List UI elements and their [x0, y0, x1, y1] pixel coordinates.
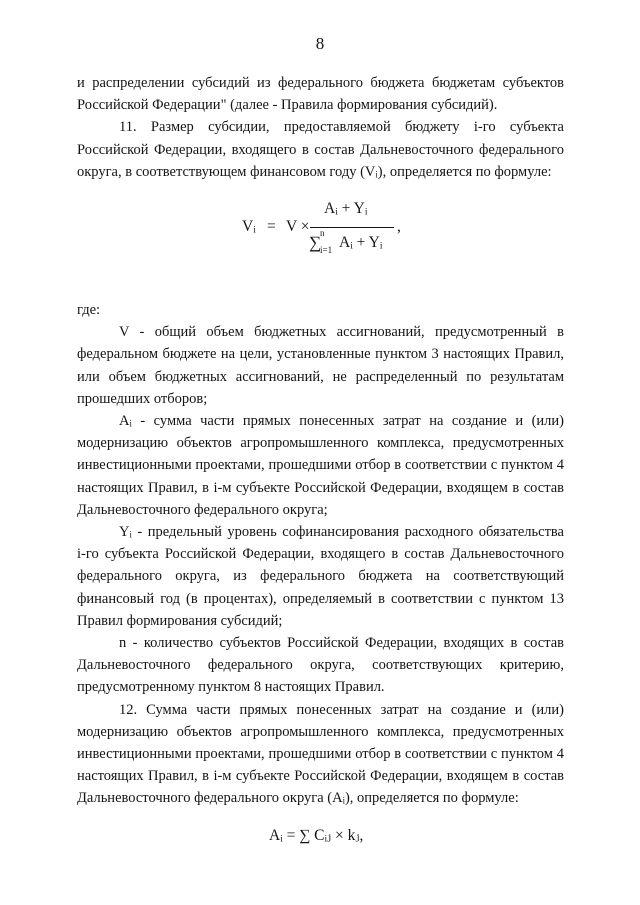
paragraph-def-a: Aᵢ - сумма части прямых понесенных затрат на создание и (или) модернизацию объектов агропромышленного комплекса, предусмотренных инвестиционными проектами, прошедшими отбор в соответствии с пунктом 4 настоящих Правил, в i-м субъекте Российской Федерации, входящем в состав Дальневосточного федерального округа;	[77, 413, 564, 518]
formula-numerator: Aᵢ + Yᵢ	[324, 200, 368, 218]
paragraph-continuation: и распределении субсидий из федерального бюджета бюджетам субъектов Российской Федерации" (далее - Правила формирования субсидий).	[77, 75, 564, 114]
formula-equals: =	[267, 218, 276, 236]
paragraph-def-n: n - количество субъектов Российской Федерации, входящих в состав Дальневосточного федерального округа, соответствующих критерию, предусмотренному пунктом 8 настоящих Правил.	[77, 635, 564, 696]
formula-lhs: Vᵢ	[242, 218, 256, 236]
sum-upper-limit: n	[320, 228, 325, 239]
formula-denominator: Aᵢ + Yᵢ	[339, 234, 383, 252]
paragraph-def-y: Yᵢ - предельный уровень софинансирования расходного обязательства i-го субъекта Российской Федерации, входящего в состав Дальневосточного федерального округа, из федерального бюджета на соответствующий финансовый год (в процентах), определяемый в соответствии с пунктом 13 Правил формирования субсидий;	[77, 524, 564, 629]
formula-subsidy-size	[77, 197, 564, 265]
paragraph-11: 11. Размер субсидии, предоставляемой бюджету i-го субъекта Российской Федерации, входящего в состав Дальневосточного федерального округа, в соответствующем финансовом году (Vᵢ), определяется по формуле:	[77, 119, 564, 180]
paragraph-def-v: V - общий объем бюджетных ассигнований, предусмотренный в федеральном бюджете на цели, установленные пунктом 3 настоящих Правил, или объем бюджетных ассигнований, не распределенный по результатам прошедших отборов;	[77, 324, 564, 407]
formula2-text: Aᵢ = ∑ Cᵢⱼ × kⱼ,	[269, 826, 364, 844]
formula-trailing-comma: ,	[397, 218, 401, 236]
page-number: 8	[315, 34, 325, 53]
sum-lower-limit: i=1	[320, 245, 333, 256]
paragraph-12: 12. Сумма части прямых понесенных затрат на создание и (или) модернизацию объектов агропромышленного комплекса, предусмотренных инвестиционными проектами, прошедшими отбор в соответствии с пунктом 4 настоящих Правил, в i-м субъекте Российской Федерации, входящем в состав Дальневосточного федерального округа (Aᵢ), определяется по формуле:	[77, 701, 564, 807]
sum-sign: ∑	[309, 233, 322, 253]
formula-costs-sum	[77, 820, 564, 850]
paragraph-where: где:	[77, 302, 101, 319]
document-body	[77, 72, 564, 850]
formula-v-times: V ×	[286, 218, 310, 236]
